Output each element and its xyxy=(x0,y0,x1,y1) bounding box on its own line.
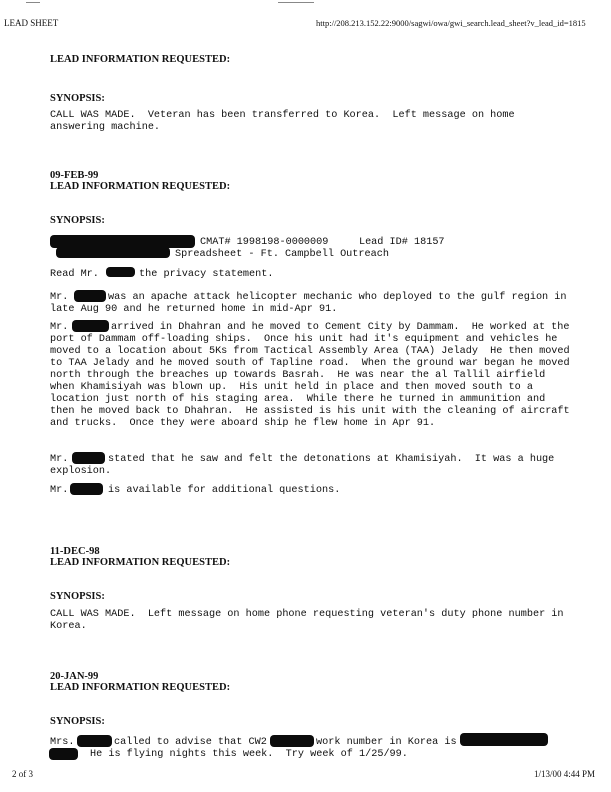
entry-date: 11-DEC-98 xyxy=(50,546,100,557)
synopsis-line: CALL WAS MADE. Veteran has been transferred to Korea. Left message on home xyxy=(50,110,515,121)
lead-info-label: LEAD INFORMATION REQUESTED: xyxy=(50,557,231,568)
synopsis-fragment: called to advise that CW2 xyxy=(114,737,267,748)
entry-date: 20-JAN-99 xyxy=(50,671,99,682)
synopsis-line: He is flying nights this week. Try week of 1/25/99. xyxy=(90,749,408,760)
para-line: is available for additional questions. xyxy=(108,485,341,496)
para-line: port of Dammam off-loading ships. Once his unit had it's equipment and vehicles he xyxy=(50,334,558,345)
redaction-block xyxy=(70,483,103,495)
para-prefix: Mr. xyxy=(50,485,69,496)
entry-date: 09-FEB-99 xyxy=(50,170,99,181)
para-prefix: Mr. xyxy=(50,292,69,303)
synopsis-prefix: Mrs. xyxy=(50,737,75,748)
print-timestamp: 1/13/00 4:44 PM xyxy=(534,769,596,779)
redaction-block xyxy=(460,733,548,746)
para-prefix: Mr. xyxy=(50,454,69,465)
redaction-block xyxy=(72,452,105,464)
lead-info-label: LEAD INFORMATION REQUESTED: xyxy=(50,682,231,693)
outreach-line: Spreadsheet - Ft. Campbell Outreach xyxy=(175,249,389,260)
para-line: stated that he saw and felt the detonations at Khamisiyah. It was a huge xyxy=(108,454,555,465)
para-line: moved to a location about 5Ks from Tactical Assembly Area (TAA) Jelady He then moved xyxy=(50,346,570,357)
para-line: then he moved back to Dhahran. He assisted is his unit with the cleaning of aircraft xyxy=(50,406,570,417)
synopsis-line: CALL WAS MADE. Left message on home phone requesting veteran's duty phone number in xyxy=(50,609,564,620)
synopsis-label: SYNOPSIS: xyxy=(50,215,105,226)
synopsis-label: SYNOPSIS: xyxy=(50,93,105,104)
para-line: when Khamisiyah was blown up. His unit held in place and then moved south to a xyxy=(50,382,533,393)
privacy-line-start: Read Mr. xyxy=(50,269,99,280)
lead-info-label: LEAD INFORMATION REQUESTED: xyxy=(50,181,231,192)
synopsis-label: SYNOPSIS: xyxy=(50,716,105,727)
lead-info-label: LEAD INFORMATION REQUESTED: xyxy=(50,54,231,65)
para-line: to TAA Jelady and he moved south of Tapline road. When the ground war began he moved xyxy=(50,358,570,369)
redaction-block xyxy=(106,267,135,277)
privacy-line-end: the privacy statement. xyxy=(139,269,274,280)
para-prefix: Mr. xyxy=(50,322,69,333)
para-line: and trucks. Once they were aboard ship he flew home in Apr 91. xyxy=(50,418,436,429)
page-header-title: LEAD SHEET xyxy=(4,18,59,28)
synopsis-label: SYNOPSIS: xyxy=(50,591,105,602)
para-line: north through the breaches up towards Basrah. He was near the al Tallil airfield xyxy=(50,370,546,381)
para-line: late Aug 90 and he returned home in mid-Apr 91. xyxy=(50,304,338,315)
synopsis-line: answering machine. xyxy=(50,122,161,133)
scan-mark xyxy=(26,2,40,3)
para-line: location just north of his staging area. While there he turned in ammunition and xyxy=(50,394,546,405)
scan-mark xyxy=(278,2,314,3)
synopsis-fragment: work number in Korea is xyxy=(316,737,457,748)
redaction-block xyxy=(49,748,78,760)
page-number: 2 of 3 xyxy=(12,769,33,779)
redaction-block xyxy=(74,290,106,302)
redaction-block xyxy=(72,320,109,332)
para-line: arrived in Dhahran and he moved to Cement City by Dammam. He worked at the xyxy=(111,322,570,333)
para-line: explosion. xyxy=(50,466,112,477)
redaction-block xyxy=(56,247,170,258)
page-header-url: http://208.213.152.22:9000/sagwi/owa/gwi_search.lead_sheet?v_lead_id=1815 xyxy=(316,18,586,28)
para-line: was an apache attack helicopter mechanic who deployed to the gulf region in xyxy=(108,292,567,303)
redaction-block xyxy=(77,735,112,747)
redaction-block xyxy=(270,735,314,747)
synopsis-line: Korea. xyxy=(50,621,87,632)
cmat-line: CMAT# 1998198-0000009 Lead ID# 18157 xyxy=(200,237,445,248)
